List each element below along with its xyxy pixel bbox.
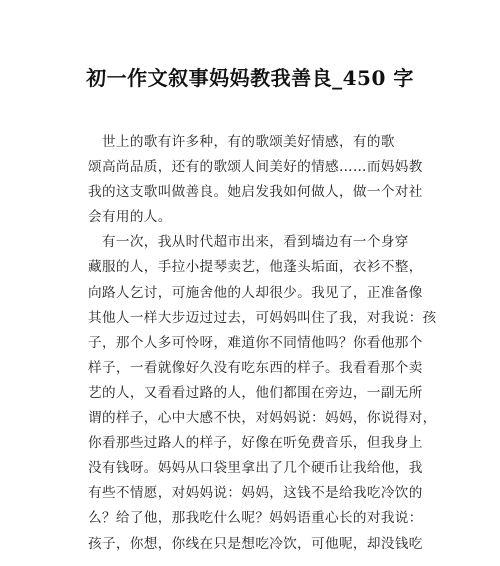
text-line: 有一次，我从时代超市出来，看到墙边有一个身穿	[88, 234, 409, 251]
text-line: 没有钱呀。妈妈从口袋里拿出了几个硬币让我给他，我	[88, 460, 423, 477]
text-line: 其他人一样大步迈过过去，可妈妈叫住了我，对我说：孩	[88, 309, 437, 326]
text-line: 谓的样子，心中大感不快，对妈妈说：妈妈，你说得对，	[88, 410, 437, 427]
document-body	[88, 130, 437, 557]
text-line: 么？给了他，那我吃什么呢？妈妈语重心长的对我说：	[88, 510, 423, 527]
text-line: 艺的人，又看看过路的人，他们都围在旁边，一副无所	[88, 384, 423, 401]
text-line: 有些不情愿，对妈妈说：妈妈，这钱不是给我吃冷饮的	[88, 485, 423, 502]
text-line: 会有用的人。	[88, 209, 172, 226]
text-line: 向路人乞讨，可施舍他的人却很少。我见了，正准备像	[88, 284, 423, 301]
text-line: 子，那个人多可怜呀，难道你不同情他吗？你看他那个	[88, 334, 423, 351]
document-title: 初一作文叙事妈妈教我善良_450 字	[86, 66, 414, 90]
text-line: 我的这支歌叫做善良。她启发我如何做人，做一个对社	[88, 184, 423, 201]
text-line: 藏服的人，手拉小提琴卖艺，他蓬头垢面，衣衫不整，	[88, 259, 423, 276]
text-line: 孩子，你想，你线在只是想吃冷饮，可他呢，却没钱吃	[88, 535, 423, 552]
text-line: 颂高尚品质，还有的歌颂人间美好的情感……而妈妈教	[88, 159, 423, 176]
text-line: 你看那些过路人的样子，好像在听免费音乐，但我身上	[88, 435, 423, 452]
text-line: 世上的歌有许多种，有的歌颂美好情感，有的歌	[88, 134, 395, 150]
text-line: 样子，一看就像好久没有吃东西的样子。我看看那个卖	[88, 359, 423, 376]
